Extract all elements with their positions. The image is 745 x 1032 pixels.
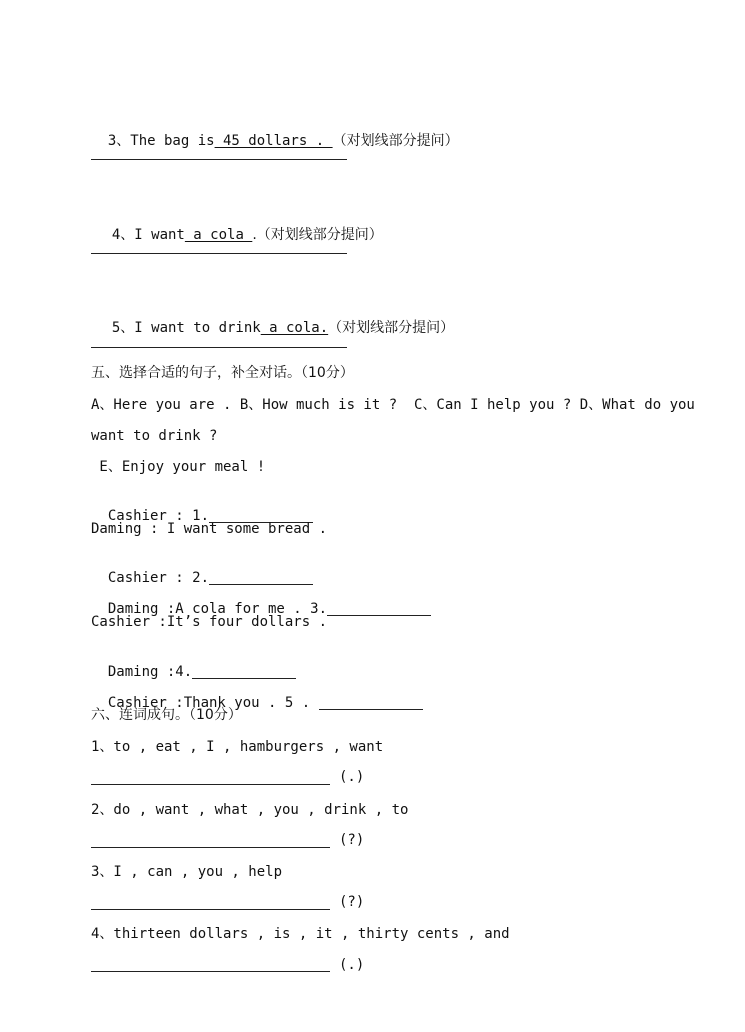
answer-line[interactable] — [91, 909, 330, 910]
end-punctuation: (?) — [339, 832, 365, 848]
dialog-line: Cashier :Thank you . 5 . — [91, 676, 423, 712]
options-line-3: E、Enjoy your meal ! — [91, 459, 266, 475]
answer-line[interactable] — [91, 784, 330, 785]
dialog-line: Daming : I want some bread . — [91, 521, 328, 537]
word-list: 1、to , eat , I , hamburgers , want — [91, 739, 384, 755]
question-4-text: 4、I want — [111, 227, 185, 243]
blank-3[interactable] — [327, 601, 431, 616]
dialog-line: Cashier : 2. — [91, 551, 313, 587]
question-5 — [95, 301, 454, 337]
answer-line-4[interactable] — [91, 253, 347, 254]
question-3-instruction: （对划线部分提问） — [332, 133, 459, 149]
question-5-instruction: （对划线部分提问） — [328, 320, 455, 336]
blank-5[interactable] — [319, 695, 423, 710]
end-punctuation: (.) — [339, 769, 365, 785]
question-5-underlined: a cola. — [260, 320, 329, 336]
question-5-text: 5、I want to drink — [111, 320, 261, 336]
question-3-underlined: 45 dollars . — [214, 133, 333, 149]
question-3-text: 3、The bag is — [107, 133, 215, 149]
dialog-line: Cashier : 1. — [91, 489, 313, 525]
dialog-line: Daming :A cola for me . 3. — [91, 582, 431, 618]
word-list: 3、I , can , you , help — [91, 864, 283, 880]
options-line-1: A、Here you are . B、How much is it ? C、Can I help you ? D、What do you — [91, 397, 695, 413]
dialog-line: Daming :4. — [91, 645, 296, 681]
options-line-2: want to drink ? — [91, 428, 218, 444]
end-punctuation: (?) — [339, 894, 365, 910]
end-punctuation: (.) — [339, 957, 365, 973]
answer-line[interactable] — [91, 847, 330, 848]
section-6-title: 六、连词成句。（10分） — [91, 707, 242, 723]
word-list: 2、do , want , what , you , drink , to — [91, 802, 409, 818]
question-4-underlined: a cola — [184, 227, 253, 243]
question-4-instruction: .（对划线部分提问） — [252, 227, 383, 243]
question-4 — [95, 208, 383, 244]
question-3 — [91, 114, 459, 150]
answer-line-3[interactable] — [91, 159, 347, 160]
word-list: 4、thirteen dollars , is , it , thirty cents , and — [91, 926, 510, 942]
dialog-line: Cashier :It’s four dollars . — [91, 614, 328, 630]
answer-line[interactable] — [91, 971, 330, 972]
answer-line-5[interactable] — [91, 347, 347, 348]
section-5-title: 五、选择合适的句子，补全对话。（10分） — [91, 365, 354, 381]
